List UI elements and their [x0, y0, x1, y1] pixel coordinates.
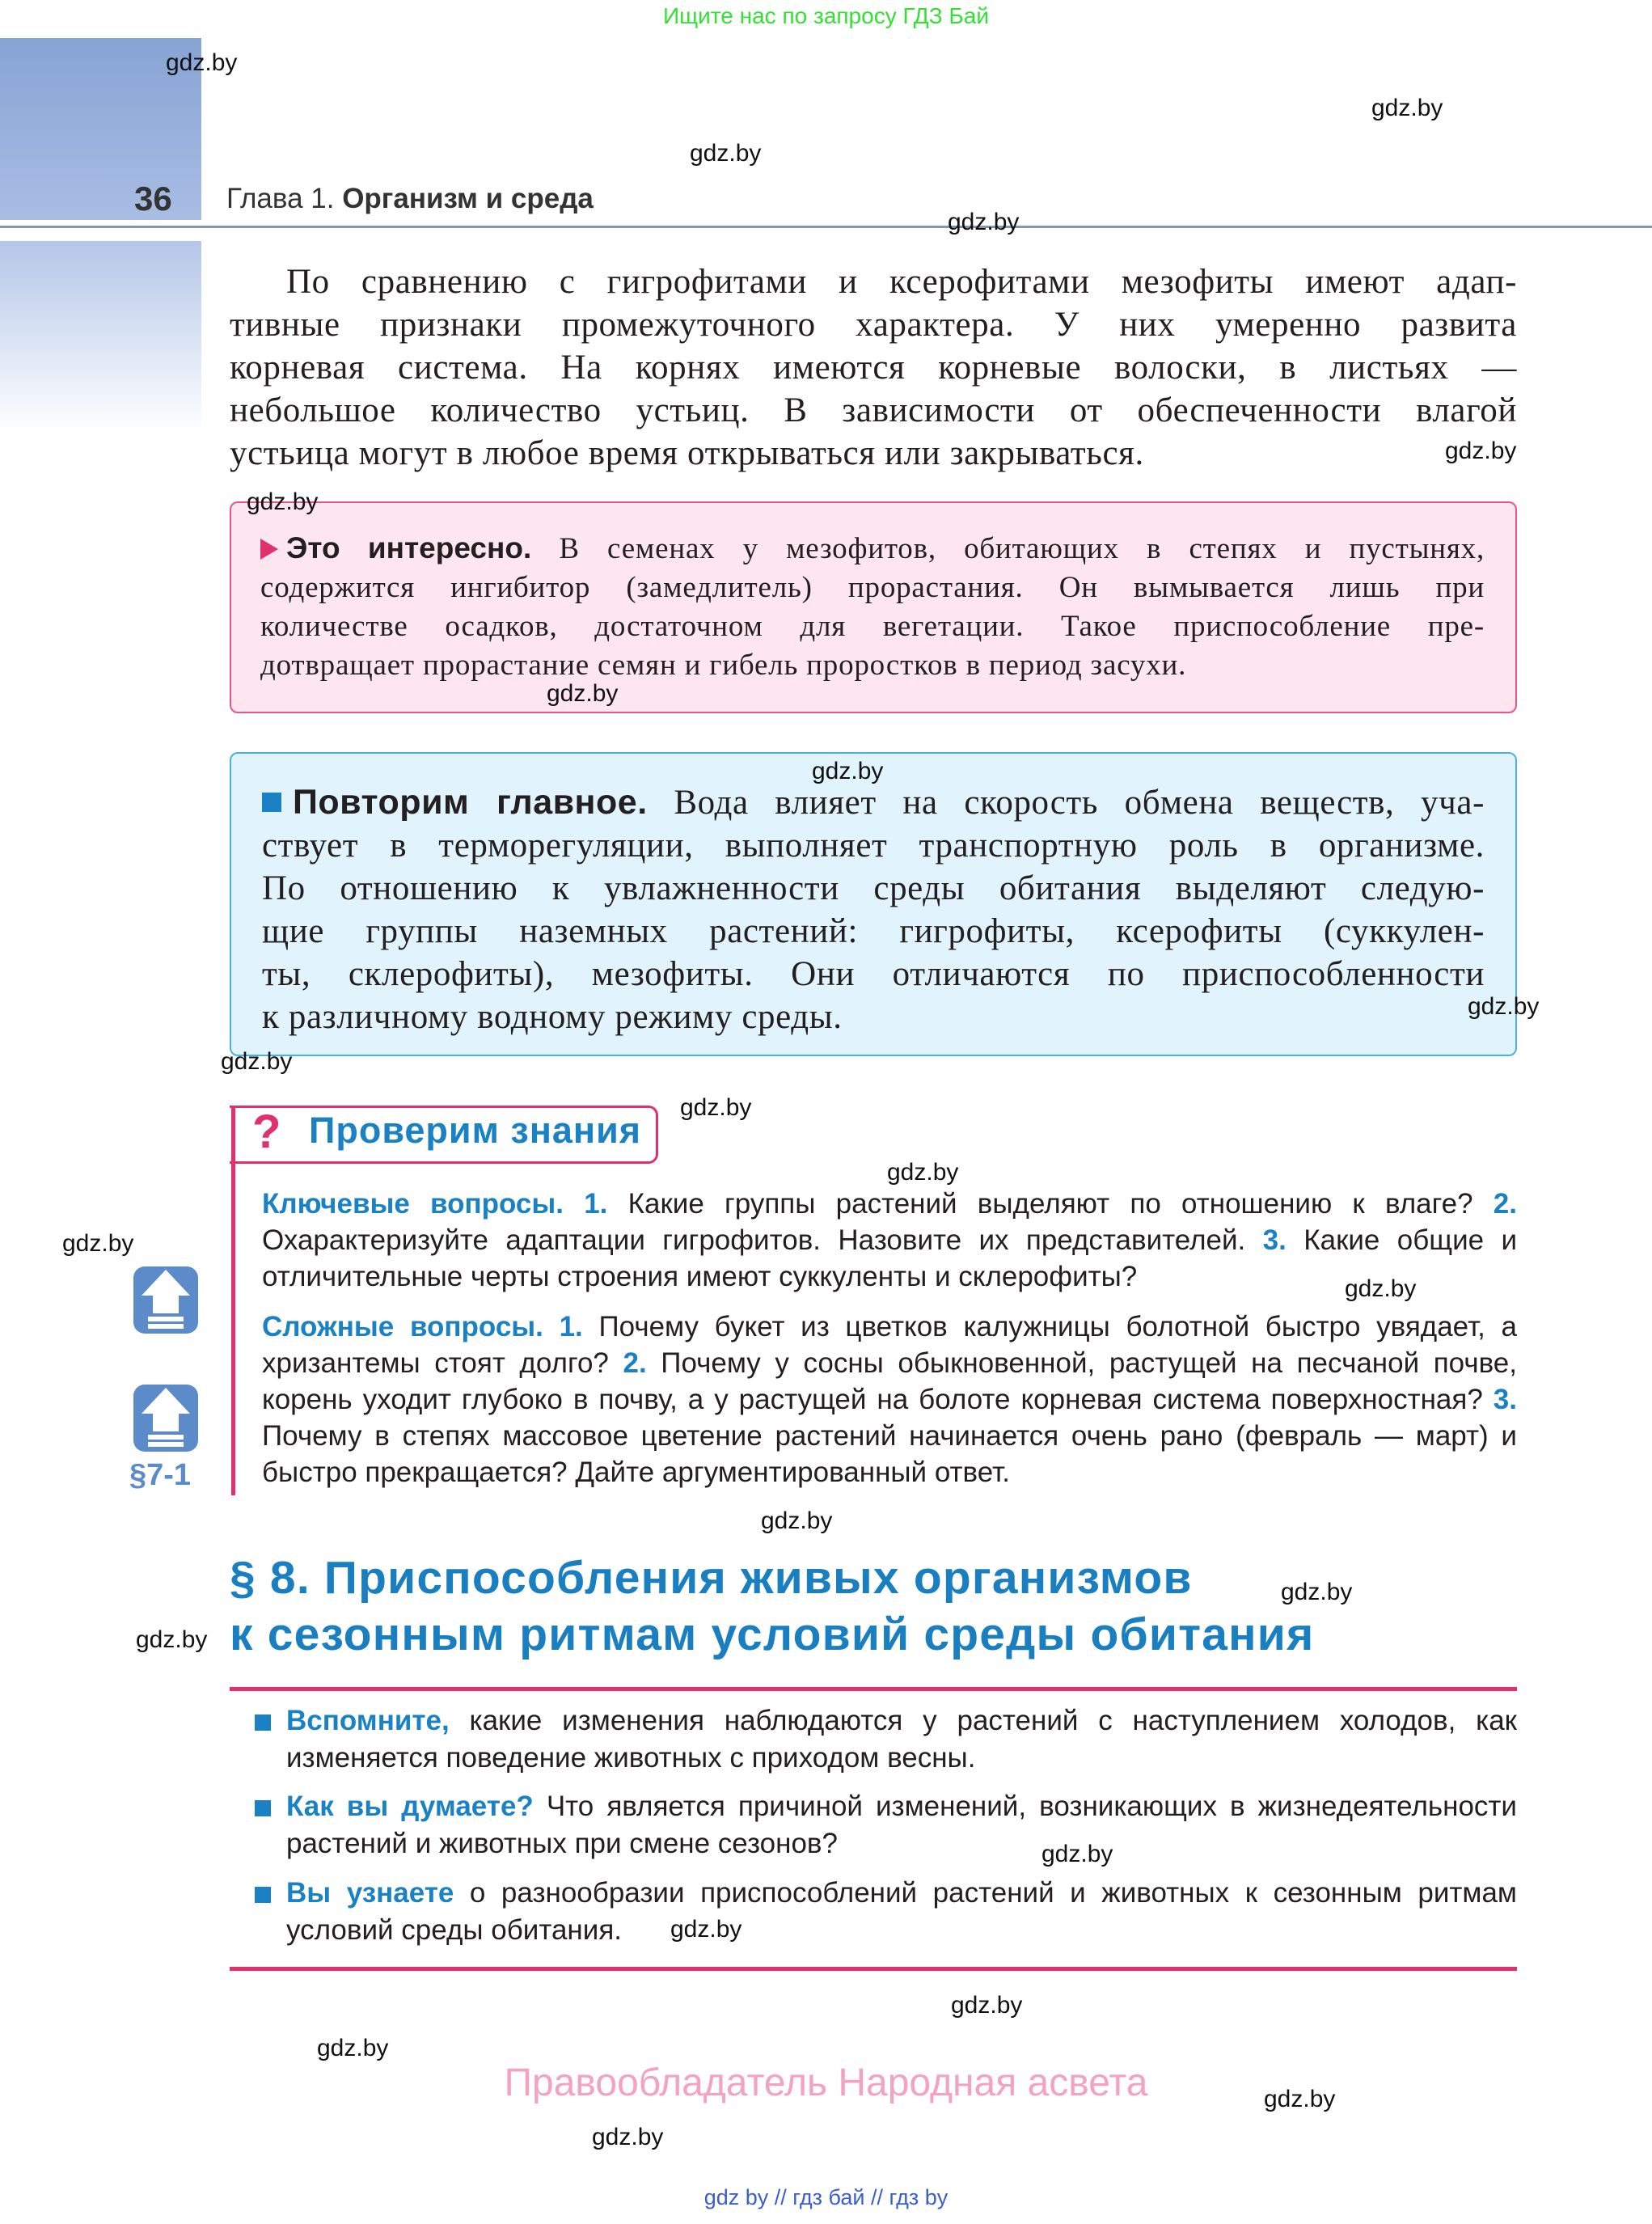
bottom-links[interactable]: gdz by // гдз бай // гдз by [703, 2185, 949, 2209]
page-number: 36 [134, 180, 172, 218]
watermark: gdz.by [1281, 1579, 1353, 1605]
question-text: Почему букет из цветков калужницы болотной быстро увядает, а хризантемы стоят долго? [262, 1311, 1517, 1379]
chapter-prefix: Глава 1. [226, 183, 335, 214]
interesting-label: Это интересно. [286, 531, 532, 564]
summary-line: По отношению к увлажненности среды обитания выделяют следую- [262, 869, 1485, 907]
interesting-line: количестве осадков, достаточном для вегетации. Такое приспособление пре- [260, 610, 1485, 643]
watermark: gdz.by [887, 1159, 959, 1186]
question-number: 3. [1493, 1384, 1517, 1415]
watermark: gdz.by [317, 2035, 389, 2061]
watermark: gdz.by [951, 1992, 1023, 2019]
arrow-up-icon [133, 1385, 198, 1452]
summary-box [230, 752, 1517, 1056]
square-bullet-icon [255, 1715, 271, 1731]
summary-label: Повторим главное. [293, 783, 648, 822]
square-bullet-icon [255, 1887, 271, 1903]
check-knowledge-title: Проверим знания [309, 1110, 642, 1151]
bullet-text: о разнообразии приспособлений растений и животных к сезонным ритмам условий среды обитания. [286, 1877, 1517, 1946]
summary-line: ствует в терморегуляции, выполняет транспортную роль в организме. [262, 827, 1485, 865]
hard-questions [262, 1309, 1517, 1490]
watermark: gdz.by [1468, 993, 1540, 1020]
square-bullet-icon [262, 793, 281, 812]
section-reference-link[interactable]: §7-1 [129, 1458, 192, 1492]
bullet-text: какие изменения наблюдаются у растений с наступлением холодов, как изменяется поведение животных с приходом весны. [286, 1705, 1517, 1774]
watermark: gdz.by [547, 680, 619, 707]
interesting-line: В семенах у мезофитов, обитающих в степях и пустынях, [559, 532, 1485, 565]
watermark: gdz.by [62, 1230, 134, 1257]
section-title-line2: к сезонным ритмам условий среды обитания [230, 1609, 1315, 1660]
bullet-lead: Вспомните, [286, 1705, 450, 1736]
bullet-text: Что является причиной изменений, возникающих в жизнедеятельности растений и животных при смене сезонов? [286, 1791, 1517, 1859]
side-decor-gradient [0, 241, 201, 435]
question-number: 1. [584, 1188, 608, 1220]
question-number: 1. [559, 1311, 583, 1342]
paragraph-line: устьица могут в любое время открываться или закрываться. [230, 434, 1144, 472]
summary-line: щие группы наземных растений: гигрофиты, ксерофиты (суккулен- [262, 912, 1485, 950]
question-number: 2. [1493, 1188, 1517, 1220]
section-title-line1: § 8. Приспособления живых организмов [230, 1552, 1193, 1604]
intro-bullet [286, 1788, 1517, 1862]
watermark: gdz.by [1345, 1275, 1417, 1302]
watermark: gdz.by [680, 1094, 752, 1121]
question-number: 3. [1262, 1224, 1287, 1256]
triangle-bullet-icon [260, 539, 278, 560]
question-text: Почему у сосны обыкновенной, растущей на песчаной почве, корень уходит глубоко в почву, а у растущей на болоте корневая система поверхностная? [262, 1347, 1517, 1415]
hard-questions-label: Сложные вопросы. [262, 1311, 543, 1342]
watermark: gdz.by [592, 2124, 664, 2150]
summary-line: Вода влияет на скорость обмена веществ, уча- [674, 784, 1485, 822]
paragraph-line: тивные признаки промежуточного характера. У них умеренно развита [230, 306, 1517, 344]
watermark: gdz.by [670, 1916, 742, 1943]
header-divider [0, 226, 1652, 228]
watermark: gdz.by [1371, 95, 1443, 121]
question-mark-icon: ? [252, 1106, 281, 1158]
key-questions-label: Ключевые вопросы. [262, 1188, 564, 1220]
watermark: gdz.by [1041, 1841, 1113, 1867]
watermark: gdz.by [761, 1507, 833, 1534]
watermark: gdz.by [247, 488, 319, 515]
paragraph-line: небольшое количество устьиц. В зависимости от обеспеченности влагой [230, 391, 1517, 429]
question-text: Какие группы растений выделяют по отношению к влаге? [627, 1188, 1473, 1220]
body-paragraph [230, 260, 1517, 475]
copyright-footer: Правообладатель Народная асвета [504, 2061, 1148, 2104]
interesting-box [230, 501, 1517, 713]
question-number: 2. [623, 1347, 647, 1379]
watermark: gdz.by [690, 140, 762, 167]
chapter-name: Организм и среда [342, 183, 594, 214]
summary-line: ты, склерофиты), мезофиты. Они отличаются по приспособленности [262, 955, 1485, 993]
bullet-lead: Как вы думаете? [286, 1791, 534, 1822]
watermark: gdz.by [1445, 438, 1517, 464]
watermark: gdz.by [221, 1048, 293, 1075]
bullet-lead: Вы узнаете [286, 1877, 454, 1909]
key-questions [262, 1186, 1517, 1295]
section-rule-top [230, 1687, 1517, 1691]
question-text: Какие общие и отличительные черты строения имеют суккуленты и склерофиты? [262, 1224, 1517, 1292]
chapter-title [226, 183, 594, 215]
interesting-line: дотвращает прорастание семян и гибель проростков в период засухи. [260, 649, 1187, 682]
watermark: gdz.by [812, 758, 884, 784]
watermark: gdz.by [948, 209, 1020, 235]
paragraph-line: По сравнению с гигрофитами и ксерофитами мезофиты имеют адап- [286, 263, 1517, 301]
watermark: gdz.by [166, 49, 238, 76]
intro-bullet [286, 1875, 1517, 1949]
search-hint: Ищите нас по запросу ГДЗ Бай [662, 3, 990, 28]
question-text: Охарактеризуйте адаптации гигрофитов. Назовите их представителей. [262, 1224, 1246, 1256]
check-knowledge-rule [231, 1106, 235, 1495]
square-bullet-icon [255, 1800, 271, 1816]
intro-bullet [286, 1702, 1517, 1777]
interesting-line: содержится ингибитор (замедлитель) прорастания. Он вымывается лишь при [260, 571, 1485, 604]
watermark: gdz.by [1264, 2086, 1336, 2112]
watermark: gdz.by [136, 1626, 208, 1653]
summary-line: к различному водному режиму среды. [262, 998, 843, 1036]
section-rule-bottom [230, 1967, 1517, 1971]
paragraph-line: корневая система. На корнях имеются корневые волоски, в листьях — [230, 349, 1517, 387]
arrow-up-icon [133, 1266, 198, 1334]
question-text: Почему в степях массовое цветение растений начинается очень рано (февраль — март) и быстро прекращается? Дайте аргументированный ответ. [262, 1420, 1517, 1488]
